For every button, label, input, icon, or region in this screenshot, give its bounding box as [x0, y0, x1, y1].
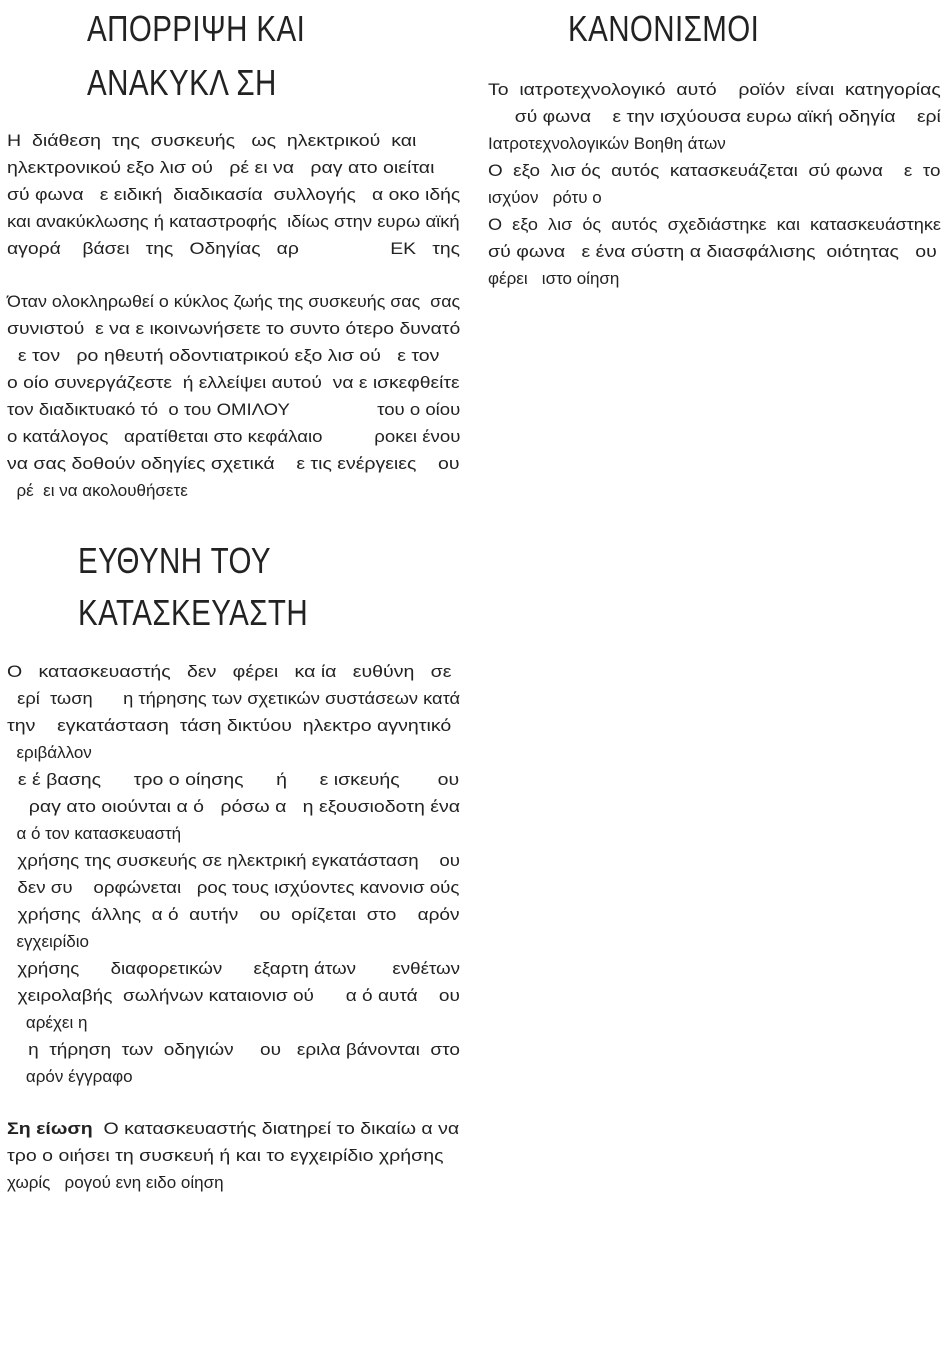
- text-line: ραγ ατο οιούνται α ό ρόσω α η εξουσιοδοτη ένα: [7, 797, 461, 816]
- text-line: ο οίο συνεργάζεστε ή ελλείψει αυτού να ε ισκεφθείτε: [7, 373, 460, 392]
- text-line: σύ φωνα ε ένα σύστη α διασφάλισης οιότητας ου: [488, 242, 937, 261]
- regulations-heading: ΚΑΝΟΝΙΣΜΟΙ: [568, 8, 760, 49]
- text-line: αγορά βάσει της Οδηγίας αρ ΕΚ της: [7, 239, 460, 258]
- disposal-heading-line-1: ΑΠΟΡΡΙΨΗ ΚΑΙ: [87, 8, 306, 49]
- note-line-text: Ο κατασκευαστής διατηρεί το δικαίω α να: [92, 1119, 460, 1138]
- text-line: ο κατάλογος αρατίθεται στο κεφάλαιο ροκει ένου: [7, 427, 461, 446]
- text-line: εριβάλλον: [7, 743, 92, 762]
- text-line: Ο κατασκευαστής δεν φέρει κα ία ευθύνη σε: [7, 662, 452, 681]
- text-line: Η διάθεση της συσκευής ως ηλεκτρικού και: [7, 131, 417, 150]
- liability-heading-line-1: ΕΥΘΥΝΗ ΤΟΥ: [78, 540, 272, 581]
- text-line: χρήσης της συσκευής σε ηλεκτρική εγκατάσταση ου: [7, 851, 461, 870]
- text-line: συνιστού ε να ε ικοινωνήσετε το συντο ότερο δυνατό: [7, 319, 461, 338]
- text-line: αρόν έγγραφο: [7, 1067, 133, 1086]
- text-line: ε έ βασης τρο ο οίησης ή ε ισκευής ου: [7, 770, 460, 789]
- text-line: αρέχει η: [7, 1013, 88, 1032]
- text-line: σύ φωνα ε ειδική διαδικασία συλλογής α οκο ιδής: [7, 185, 461, 204]
- text-line: ε τον ρο ηθευτή οδοντιατρικού εξο λισ ού ε τον: [7, 346, 440, 365]
- text-line: χρήσης άλλης α ό αυτήν ου ορίζεται στο αρόν: [7, 905, 460, 924]
- text-line: Ο εξο λισ ός αυτός σχεδιάστηκε και κατασκευάστηκε: [488, 215, 941, 234]
- text-line: Ιατροτεχνολογικών Βοηθη άτων: [488, 134, 726, 153]
- note-label: Ση είωση: [7, 1119, 93, 1138]
- text-line: Ο εξο λισ ός αυτός κατασκευάζεται σύ φωνα ε το: [488, 161, 941, 180]
- text-line: φέρει ιστο οίηση: [488, 269, 620, 288]
- text-line: ηλεκτρονικού εξο λισ ού ρέ ει να ραγ ατο οιείται: [7, 158, 435, 177]
- text-line: και ανακύκλωσης ή καταστροφής ιδίως στην ευρω αϊκή: [7, 212, 460, 231]
- text-line: α ό τον κατασκευαστή: [7, 824, 182, 843]
- note-line: [7, 1115, 459, 1142]
- text-line: χειρολαβής σωλήνων καταιονισ ού α ό αυτά ου: [7, 986, 460, 1005]
- text-line: σύ φωνα ε την ισχύουσα ευρω αϊκή οδηγία ερί: [488, 107, 941, 126]
- disposal-heading-line-2: ΑΝΑΚΥΚΛ ΣΗ: [87, 62, 277, 103]
- text-line: χρήσης διαφορετικών εξαρτη άτων ενθέτων: [7, 959, 461, 978]
- text-line: η τήρηση των οδηγιών ου εριλα βάνονται στο: [7, 1040, 460, 1059]
- text-line: ερί τωση η τήρησης των σχετικών συστάσεων κατά: [7, 689, 461, 708]
- text-line: εγχειρίδιο: [7, 932, 89, 951]
- text-line: τον διαδικτυακό τό ο του ΟΜΙΛΟΥ του ο οίου: [7, 400, 461, 419]
- text-line: δεν συ ορφώνεται ρος τους ισχύοντες κανονισ ούς: [7, 878, 460, 897]
- text-line: Το ιατροτεχνολογικό αυτό ροϊόν είναι κατηγορίας: [488, 80, 941, 99]
- text-line: ισχύον ρότυ ο: [488, 188, 602, 207]
- text-line: να σας δοθούν οδηγίες σχετικά ε τις ενέργειες ου: [7, 454, 460, 473]
- text-line: Όταν ολοκληρωθεί ο κύκλος ζωής της συσκευής σας σας: [7, 292, 461, 311]
- note-line: χωρίς ρογού ενη ειδο οίηση: [7, 1173, 224, 1192]
- text-line: ρέ ει να ακολουθήσετε: [7, 481, 188, 500]
- note-line: τρο ο οιήσει τη συσκευή ή και το εγχειρίδιο χρήσης: [7, 1146, 444, 1165]
- text-line: την εγκατάσταση τάση δικτύου ηλεκτρο αγνητικό: [7, 716, 452, 735]
- liability-heading-line-2: ΚΑΤΑΣΚΕΥΑΣΤΗ: [78, 592, 309, 633]
